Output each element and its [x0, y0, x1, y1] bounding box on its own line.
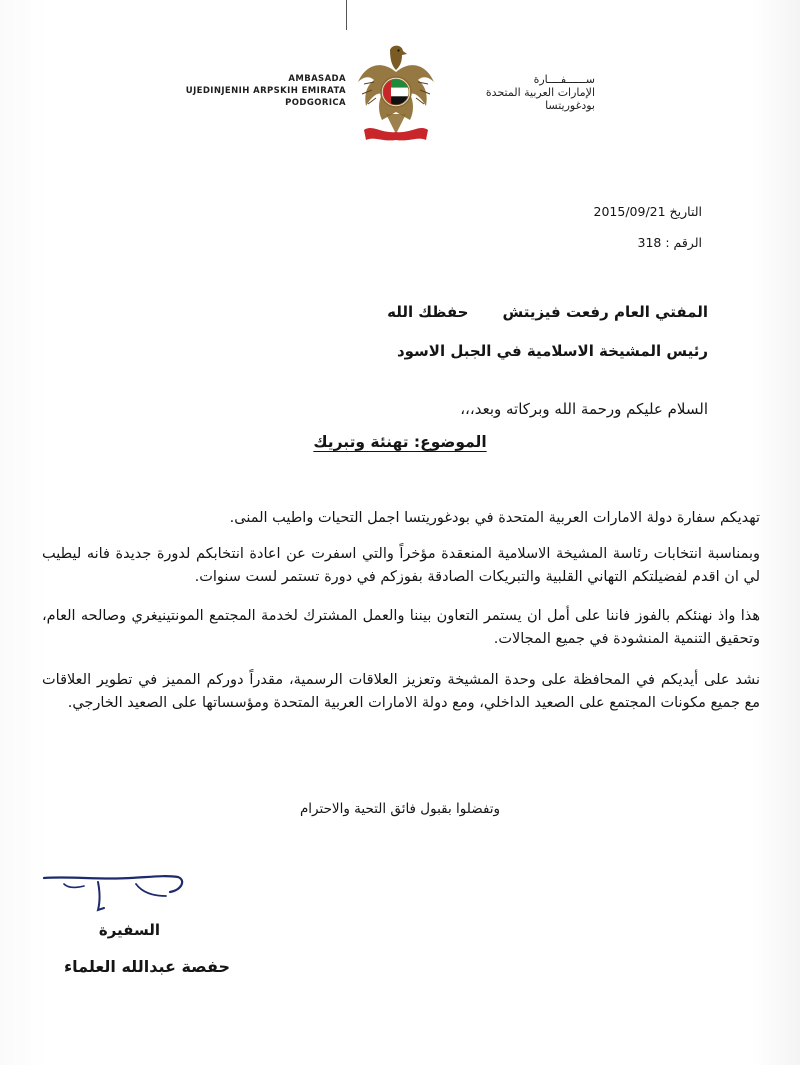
recipient-honorific: حفظك الله: [387, 303, 469, 321]
letterhead-arabic-line: الإمارات العربية المتحدة: [485, 86, 595, 99]
letterhead-latin-line: UJEDINJENIH ARPSKIH EMIRATA: [185, 86, 346, 96]
body-paragraph: وبمناسبة انتخابات رئاسة المشيخة الاسلامية المنعقدة مؤخراً والتي اسفرت عن اعادة انتخابكم لدورة جديدة فانه ليطيب لي ان اقدم لفضيلتكم التهاني القلبية والتبريكات الصادقة بفوزكم في دورة تستمر لست سنوات.: [42, 546, 760, 585]
signatory-name: حفصة عبدالله العلماء: [63, 957, 230, 976]
letter-date: التاريخ 2015/09/21: [593, 204, 702, 219]
handwritten-signature-icon: [40, 862, 190, 922]
letter-reference: الرقم : 318: [637, 235, 702, 250]
letterhead-arabic-line: بودغوريتسا: [545, 99, 595, 112]
closing-line: وتفضلوا بقبول فائق التحية والاحترام: [299, 801, 501, 817]
recipient-line: [387, 303, 708, 321]
letterhead-latin: [150, 73, 346, 109]
letterhead-arabic-line: ســــــفــــارة: [533, 73, 595, 86]
recipient-position: رئيس المشيخة الاسلامية في الجبل الاسود: [396, 342, 708, 360]
signatory-title: السفيرة: [98, 921, 160, 939]
subject-line: [0, 433, 800, 451]
letterhead-latin-line: AMBASADA: [288, 74, 346, 84]
body-paragraph: هذا واذ نهنئكم بالفوز فاننا على أمل ان يستمر التعاون بيننا والعمل المشترك لخدمة المجتمع المونتينيغري وصالحه العام، وتحقيق التنمية المنشودة في جميع المجالات.: [42, 608, 760, 647]
greeting: السلام عليكم ورحمة الله وبركاته وبعد،،،: [460, 400, 708, 418]
subject-text: الموضوع: تهنئة وتبريك: [313, 433, 487, 451]
body-paragraph: تهديكم سفارة دولة الامارات العربية المتحدة في بودغوريتسا اجمل التحيات واطيب المنى.: [229, 510, 760, 526]
letterhead-arabic: [455, 73, 595, 112]
uae-emblem-icon: [352, 42, 440, 146]
recipient-name: المفتي العام رفعت فيزيتش: [502, 303, 708, 321]
body-paragraph: نشد على أيديكم في المحافظة على وحدة المشيخة وتعزيز العلاقات الرسمية، مقدراً دوركم المميز في تطوير العلاقات مع جميع مكونات المجتمع على الصعيد الداخلي، ومع دولة الامارات العربية المتحدة ومؤسساتها على الصعيد الخارجي.: [42, 672, 760, 711]
letterhead-divider: [346, 0, 347, 30]
letterhead-latin-line: PODGORICA: [285, 98, 346, 108]
